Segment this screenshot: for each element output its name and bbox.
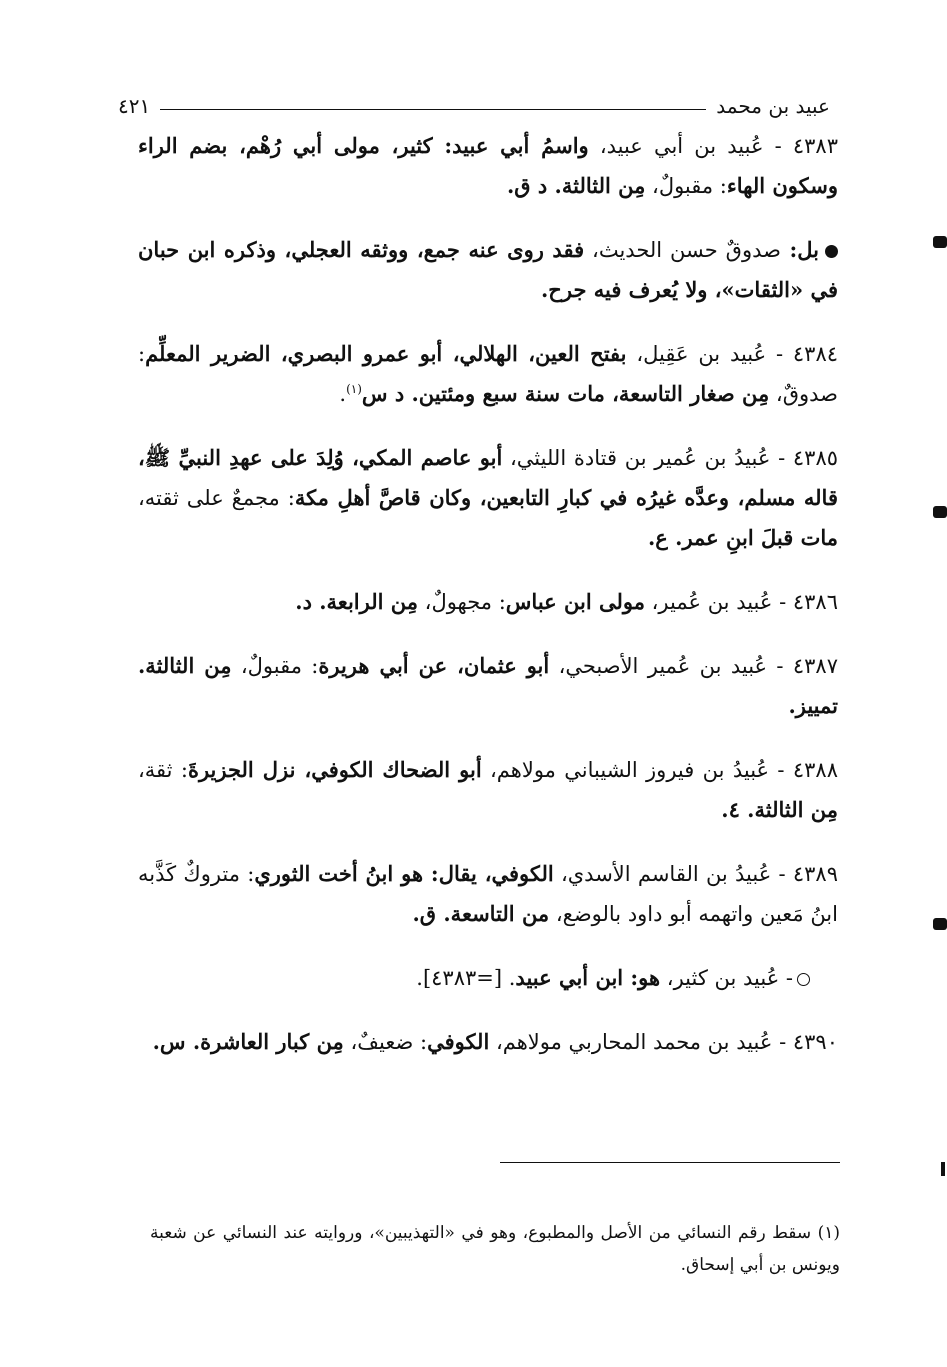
entry-number: ٤٣٨٥ bbox=[792, 446, 839, 470]
entry-number: ٤٣٨٣ bbox=[792, 134, 838, 158]
cross-reference-entry: - عُبيد بن كثير، هو: ابن أبي عبيد. [=٤٣٨٣]. bbox=[138, 958, 838, 998]
entries-body bbox=[138, 126, 838, 1086]
entry-number: ٤٣٨٧ bbox=[792, 654, 838, 678]
margin-mark bbox=[941, 1162, 945, 1176]
entry-4388: ٤٣٨٨ - عُبيدُ بن فيروز الشيباني مولاهم، أبو الضحاك الكوفي، نزل الجزيرةَ: ثقة، مِن الثالثة. ٤. bbox=[138, 757, 838, 822]
entry-number: ٤٣٨٨ bbox=[792, 758, 838, 782]
page-number: ٤٢١ bbox=[118, 94, 151, 118]
footnote-separator bbox=[500, 1162, 840, 1163]
entry-4389: ٤٣٨٩ - عُبيدُ بن القاسم الأسدي، الكوفي، يقال: هو ابنُ أخت الثوري: متروكٌ كَذَّبه ابنُ مَعين واتهمه أبو داود بالوضع، من التاسعة. ق. bbox=[138, 861, 838, 926]
entry-4384: ٤٣٨٤ - عُبيد بن عَقِيل، بفتح العين، الهلالي، أبو عمرو البصري، الضرير المعلِّم: صدوقٌ، مِن صغار التاسعة، مات سنة سبع ومئتين. د س$^{(١)}$. bbox=[138, 341, 839, 406]
margin-mark bbox=[933, 236, 947, 248]
bullet-dot-icon bbox=[825, 245, 838, 258]
entry-4386: ٤٣٨٦ - عُبيد بن عُمير، مولى ابن عباس: مجهولٌ، مِن الرابعة. د. bbox=[295, 589, 838, 614]
entry-number: ٤٣٨٩ bbox=[792, 862, 838, 886]
entry-number: ٤٣٨٦ bbox=[792, 590, 838, 614]
margin-mark bbox=[933, 918, 947, 930]
entry-4385: ٤٣٨٥ - عُبيدُ بن عُمير بن قتادة الليثي، أبو عاصم المكي، وُلِدَ على عهدِ النبيِّ ﷺ، قاله مسلم، وعدَّه غيرُه في كبارِ التابعين، وكان قاصَّ أهلِ مكة: مجمعٌ على ثقته، مات قبلَ ابنِ عمر. ع. bbox=[138, 445, 839, 550]
header-rule bbox=[160, 109, 706, 110]
ring-marker-icon bbox=[797, 973, 810, 986]
entry-number: ٤٣٨٤ bbox=[792, 342, 839, 366]
entry-4383: ٤٣٨٣ - عُبيد بن أبي عبيد، واسمُ أبي عبيد: كثير، مولى أبي رُهْم، بضم الراء وسكون الهاء: مقبولٌ، مِن الثالثة. د ق. bbox=[138, 133, 838, 198]
commentary-4383: بل: صدوقٌ حسن الحديث، فقد روى عنه جمع، ووثقه العجلي، وذكره ابن حبان في «الثقات»، ولا يُعرف فيه جرح. bbox=[138, 237, 838, 302]
running-header bbox=[118, 88, 830, 118]
footnote: (١) سقط رقم النسائي من الأصل والمطبوع، وهو في «التهذيبين»، وروايته عند النسائي عن شعبة ويونس بن أبي إسحاق. bbox=[150, 1223, 840, 1275]
entry-4387: ٤٣٨٧ - عُبيد بن عُمير الأصبحي، أبو عثمان، عن أبي هريرة: مقبولٌ، مِن الثالثة. تمييز. bbox=[138, 653, 838, 718]
footnote-ref: (١) bbox=[346, 382, 362, 396]
margin-mark bbox=[933, 506, 947, 518]
entry-4390: ٤٣٩٠ - عُبيد بن محمد المحاربي مولاهم، الكوفي: ضعيفٌ، مِن كبار العاشرة. س. bbox=[152, 1029, 838, 1054]
header-title: عبيد بن محمد bbox=[716, 94, 830, 118]
entry-number: ٤٣٩٠ bbox=[792, 1030, 838, 1054]
